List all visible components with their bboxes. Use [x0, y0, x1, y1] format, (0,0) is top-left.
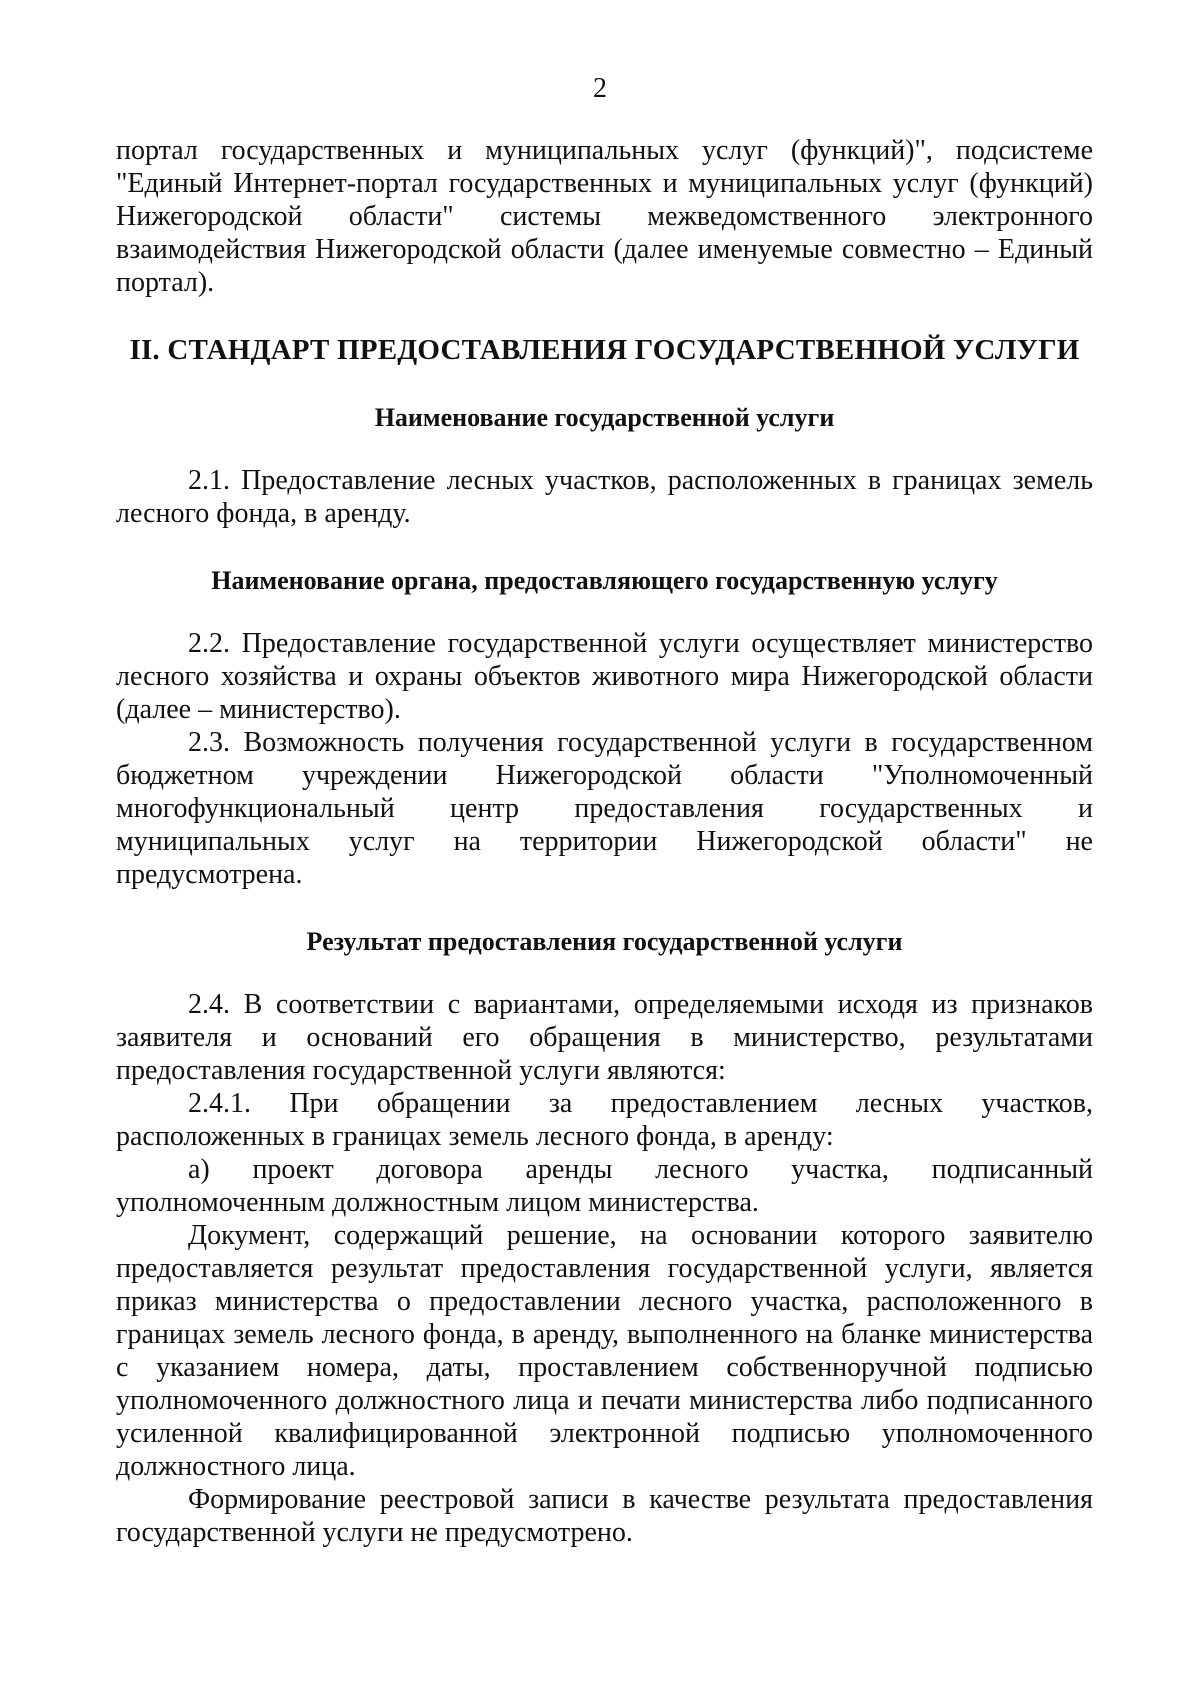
paragraph-2-3: 2.3. Возможность получения государственной услуги в государственном бюджетном учреждении Нижегородской области "Уполномоченный многофункциональный центр предоставления государственных и муниципальных услуг на территории Нижегородской области" не предусмотрена.: [116, 727, 1093, 890]
page-number: 2: [593, 73, 607, 104]
subheading-service-name: Наименование государственной услуги: [374, 403, 835, 432]
paragraph-registry: Формирование реестровой записи в качестве результата предоставления государственной услуги не предусмотрено.: [116, 1484, 1093, 1548]
paragraph-2-4-1: 2.4.1. При обращении за предоставлением лесных участков, расположенных в границах земель лесного фонда, в аренду:: [116, 1088, 1093, 1152]
intro-paragraph: портал государственных и муниципальных услуг (функций)", подсистеме "Единый Интернет-портал государственных и муниципальных услуг (функций) Нижегородской области" системы межведомственного электронного взаимодействия Нижегородской области (далее именуемые совместно – Единый портал).: [116, 135, 1093, 298]
paragraph-2-1: 2.1. Предоставление лесных участков, расположенных в границах земель лесного фонда, в аренду.: [116, 465, 1093, 529]
subheading-result: Результат предоставления государственной услуги: [306, 927, 903, 956]
subheading-authority-name: Наименование органа, предоставляющего государственную услугу: [211, 566, 998, 595]
paragraph-2-2: 2.2. Предоставление государственной услуги осуществляет министерство лесного хозяйства и охраны объектов животного мира Нижегородской области (далее – министерство).: [116, 628, 1093, 725]
section-heading: II. СТАНДАРТ ПРЕДОСТАВЛЕНИЯ ГОСУДАРСТВЕННОЙ УСЛУГИ: [129, 334, 1080, 366]
paragraph-item-a: а) проект договора аренды лесного участка, подписанный уполномоченным должностным лицом министерства.: [116, 1154, 1093, 1218]
paragraph-document: Документ, содержащий решение, на основании которого заявителю предоставляется результат предоставления государственной услуги, является приказ министерства о предоставлении лесного участка, расположенного в границах земель лесного фонда, в аренду, выполненного на бланке министерства с указанием номера, даты, проставлением собственноручной подписью уполномоченного должностного лица и печати министерства либо подписанного усиленной квалифицированной электронной подписью уполномоченного должностного лица.: [116, 1220, 1093, 1482]
paragraph-2-4: 2.4. В соответствии с вариантами, определяемыми исходя из признаков заявителя и оснований его обращения в министерство, результатами предоставления государственной услуги являются:: [116, 989, 1093, 1086]
document-body: [116, 134, 1093, 1549]
